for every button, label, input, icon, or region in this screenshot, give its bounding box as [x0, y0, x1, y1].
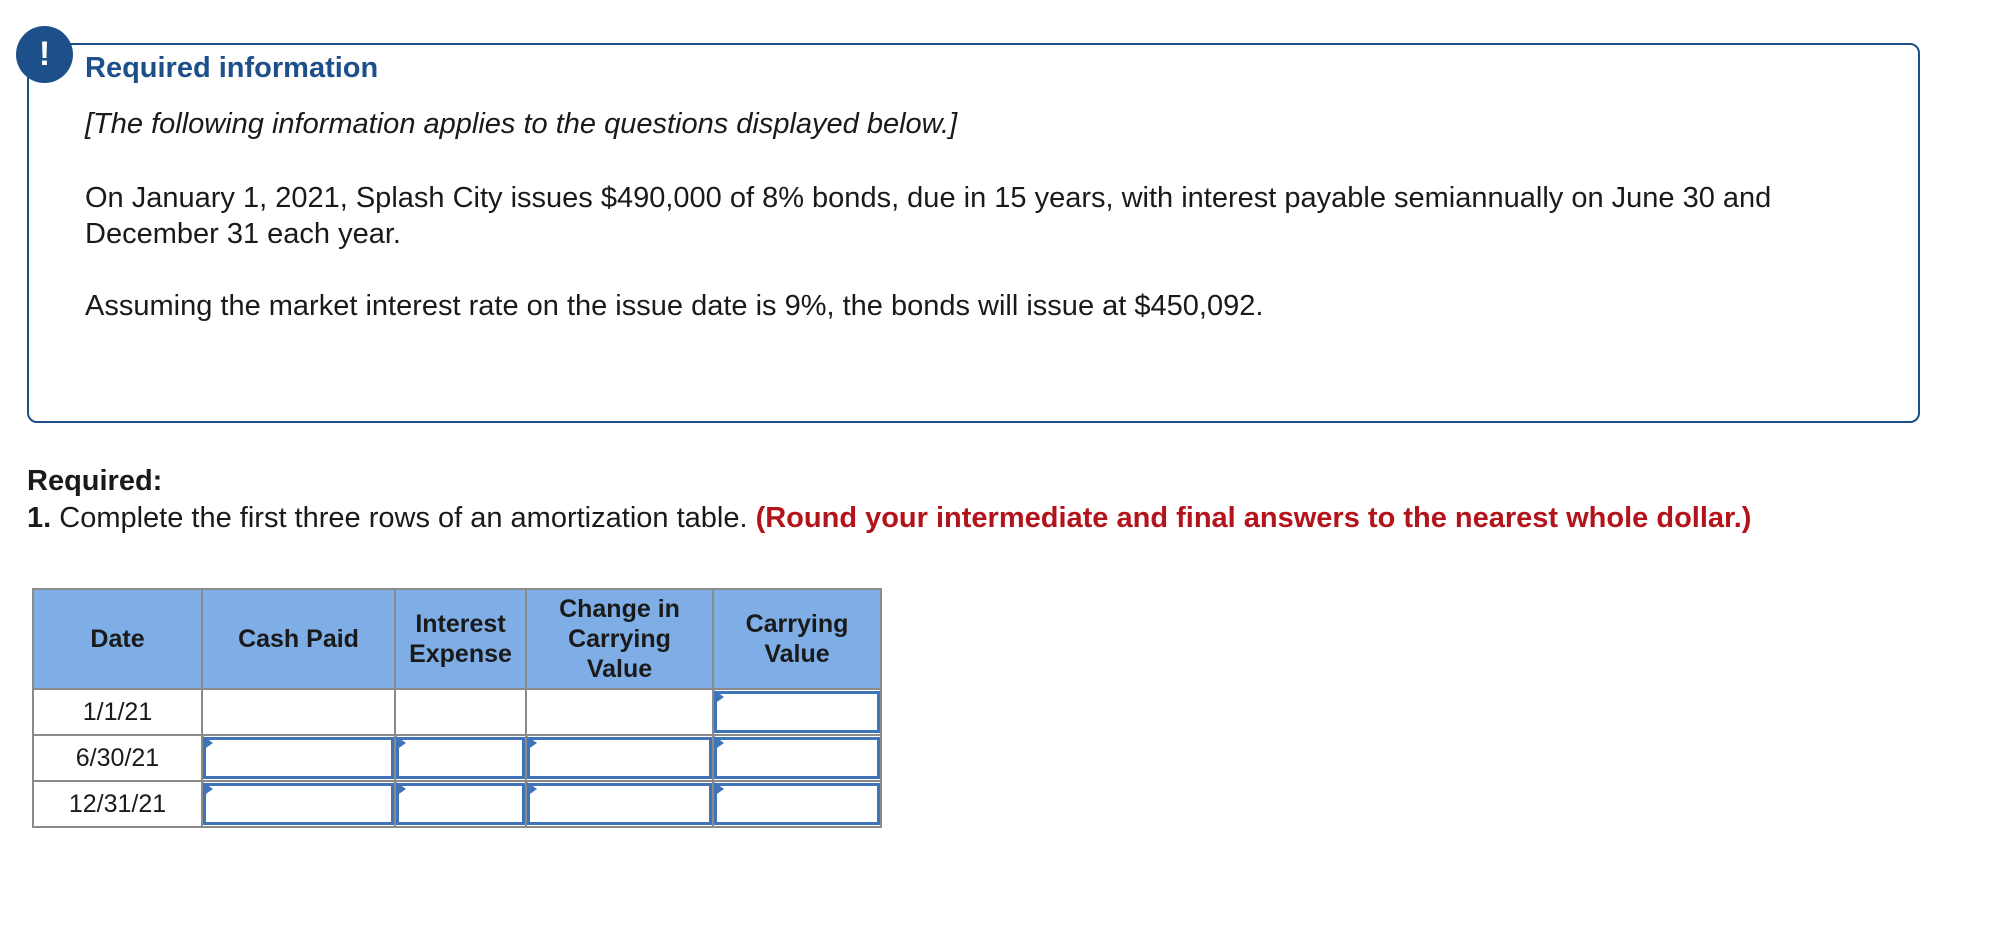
carrying-value-cell: [713, 689, 881, 735]
interest-expense-input-6-30-21[interactable]: [396, 737, 525, 779]
row-date: 6/30/21: [33, 735, 202, 781]
requirement-number: 1.: [27, 502, 52, 534]
row-date: 12/31/21: [33, 781, 202, 827]
table-row: [33, 781, 881, 827]
cash-paid-input-6-30-21[interactable]: [203, 737, 394, 779]
header-date: Date: [33, 589, 202, 689]
carrying-value-input-6-30-21[interactable]: [714, 737, 880, 779]
change-in-carrying-value-input-12-31-21[interactable]: [527, 783, 712, 825]
info-paragraph-bond-issue: On January 1, 2021, Splash City issues $490,000 of 8% bonds, due in 15 years, with interest payable semiannually on June 30 and December 31 each year.: [85, 182, 1772, 250]
rounding-warning: (Round your intermediate and final answers to the nearest whole dollar.): [755, 502, 1752, 534]
empty-cell: [202, 689, 395, 735]
carrying-value-cell: [713, 735, 881, 781]
table-header-row: [33, 589, 881, 689]
interest-expense-cell: [395, 735, 526, 781]
row-date: 1/1/21: [33, 689, 202, 735]
amortization-table: [32, 588, 882, 828]
header-interest-expense: Interest Expense: [395, 589, 526, 689]
header-cash-paid: Cash Paid: [202, 589, 395, 689]
info-note: [The following information applies to the questions displayed below.]: [85, 108, 958, 140]
table-row: [33, 689, 881, 735]
header-carrying-value: Carrying Value: [713, 589, 881, 689]
change-cell: [526, 781, 713, 827]
change-cell: [526, 735, 713, 781]
empty-cell: [395, 689, 526, 735]
exclamation-icon: !: [16, 26, 73, 83]
table-row: [33, 735, 881, 781]
carrying-value-cell: [713, 781, 881, 827]
cash-paid-cell: [202, 735, 395, 781]
carrying-value-input-12-31-21[interactable]: [714, 783, 880, 825]
empty-cell: [526, 689, 713, 735]
interest-expense-input-12-31-21[interactable]: [396, 783, 525, 825]
change-in-carrying-value-input-6-30-21[interactable]: [527, 737, 712, 779]
requirement-1: [27, 502, 1751, 535]
carrying-value-input-1-1-21[interactable]: [714, 691, 880, 733]
cash-paid-cell: [202, 781, 395, 827]
requirement-instruction: Complete the first three rows of an amortization table.: [51, 502, 756, 534]
interest-expense-cell: [395, 781, 526, 827]
info-title: Required information: [85, 52, 379, 84]
required-heading: Required:: [27, 465, 163, 497]
cash-paid-input-12-31-21[interactable]: [203, 783, 394, 825]
header-change-in-carrying-value: Change in Carrying Value: [526, 589, 713, 689]
info-paragraph-market-rate: Assuming the market interest rate on the issue date is 9%, the bonds will issue at $450,092.: [85, 290, 1264, 322]
